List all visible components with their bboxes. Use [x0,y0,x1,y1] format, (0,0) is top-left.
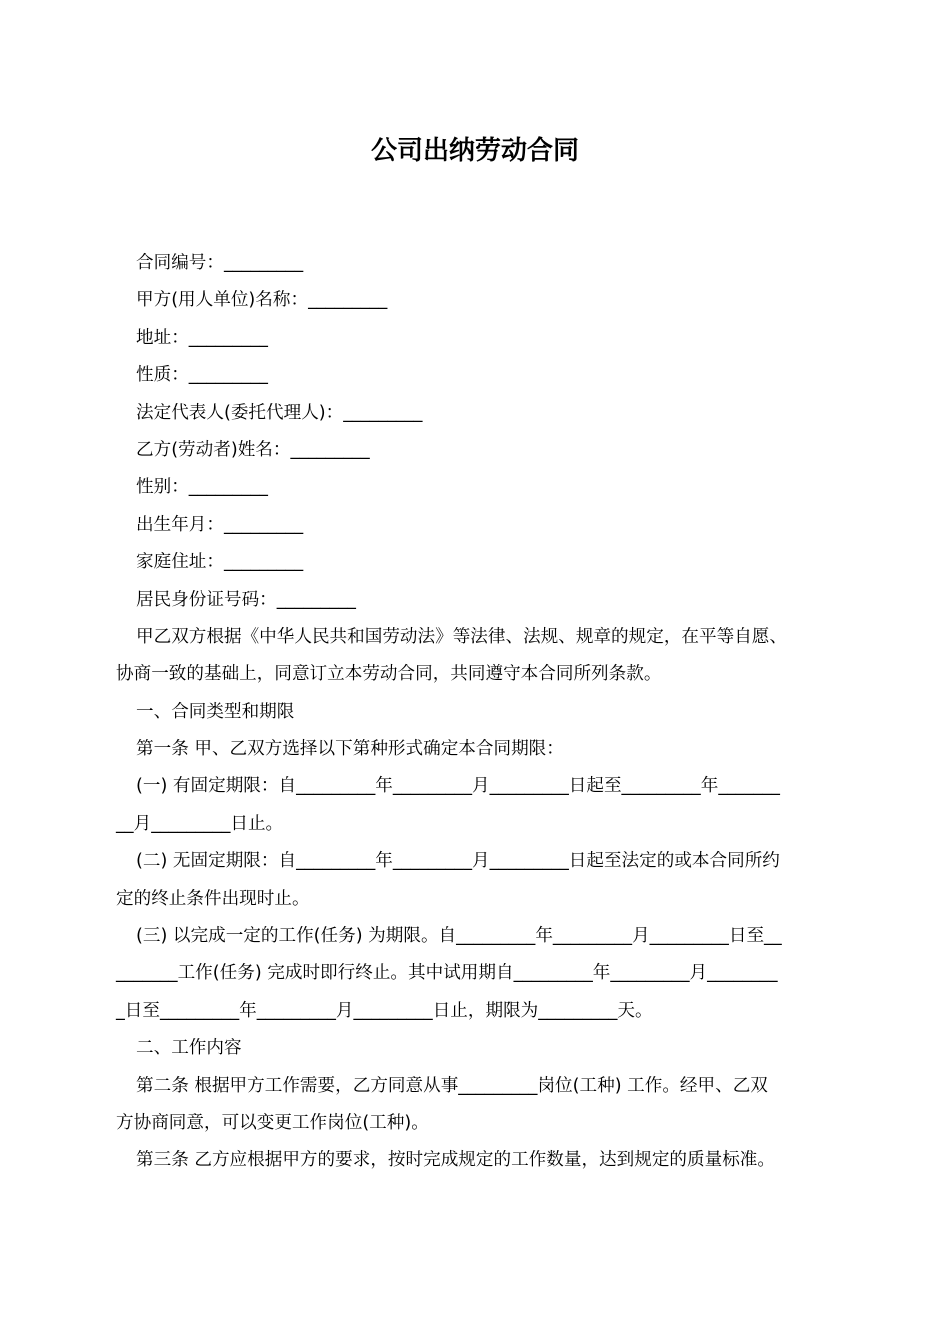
birth-date-line: 出生年月：_________ [136,514,304,535]
article-1: 第一条 甲、乙双方选择以下第种形式确定本合同期限： [136,739,564,760]
section-heading-1: 一、合同类型和期限 [136,701,295,722]
option-2-line-2: 定的终止条件出现时止。 [116,888,310,909]
preamble-line-2: 协商一致的基础上，同意订立本劳动合同，共同遵守本合同所列条款。 [116,664,662,685]
document-body [116,245,840,1180]
option-3-line-2: _______工作(任务) 完成时即行终止。其中试用期自_________年_________月________ [116,963,778,984]
option-2-line-1: (二) 无固定期限：自_________年_________月_________日起至法定的或本合同所约 [136,851,780,872]
party-a-name-line: 甲方(用人单位)名称：_________ [136,290,388,311]
id-number-line: 居民身份证号码：_________ [136,589,356,610]
option-1-line-1: (一) 有固定期限：自_________年_________月_________日起至_________年_______ [136,776,780,797]
contract-number-line: 合同编号：_________ [136,253,304,273]
address-line: 地址：_________ [136,327,268,348]
party-b-name-line: 乙方(劳动者)姓名：_________ [136,439,370,460]
option-3-line-1: (三) 以完成一定的工作(任务) 为期限。自_________年_________月_________日至__ [136,926,782,947]
article-2-line-2: 方协商同意，可以变更工作岗位(工种)。 [116,1112,429,1133]
nature-line: 性质：_________ [136,365,268,386]
home-address-line: 家庭住址：_________ [136,552,304,573]
preamble-line-1: 甲乙双方根据《中华人民共和国劳动法》等法律、法规、规章的规定，在平等自愿、 [136,626,787,647]
section-heading-2: 二、工作内容 [136,1038,242,1059]
gender-line: 性别：_________ [136,477,268,498]
legal-representative-line: 法定代表人(委托代理人)：_________ [136,402,423,423]
article-3: 第三条 乙方应根据甲方的要求，按时完成规定的工作数量，达到规定的质量标准。 [136,1150,775,1171]
option-3-line-3: _日至_________年_________月_________日止，期限为_________天。 [116,1000,653,1021]
option-1-line-2: __月_________日止。 [116,813,284,834]
article-2-line-1: 第二条 根据甲方工作需要，乙方同意从事_________岗位(工种) 工作。经甲、乙双 [136,1075,768,1096]
document-title: 公司出纳劳动合同 [370,136,579,166]
